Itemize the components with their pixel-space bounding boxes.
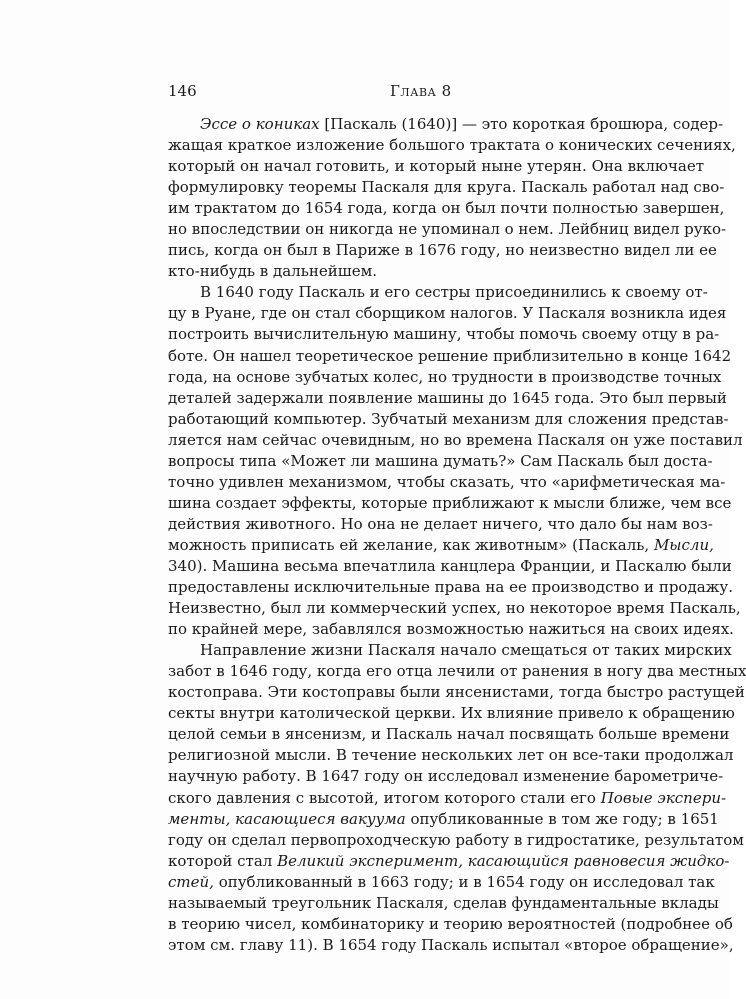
text-line [168,872,715,893]
text-run: 340). Машина весьма впечатлила канцлера Франции, и Паскалю были [168,556,732,575]
italic-title: менты, касающиеся вакуума [168,809,406,828]
text-run: им трактатом до 1654 года, когда он был почти полностью завершен, [168,199,725,218]
text-line [168,577,734,598]
italic-title: Мысли, [653,535,714,554]
text-run: секты внутри католической церкви. Их влияние привело к обращению [168,704,735,723]
text-run: научную работу. В 1647 году он исследовал изменение барометриче- [168,767,724,786]
text-run: В 1640 году Паскаль и его сестры присоединились к своему от- [200,283,708,302]
text-run: вопросы типа «Может ли машина думать?» Сам Паскаль был доста- [168,451,713,470]
text-run: который он начал готовить, и который ныне утерян. Она включает [168,157,705,176]
page-header [168,80,564,102]
text-line [168,535,714,556]
text-line [168,598,741,619]
text-line [168,135,736,156]
text-line [168,451,713,472]
text-line [168,788,727,809]
text-line [168,914,733,935]
text-line [168,724,730,745]
text-run: работающий компьютер. Зубчатый механизм для сложения представ- [168,409,729,428]
text-run: кто-нибудь в дальнейшем. [168,262,378,281]
text-line [168,619,734,640]
text-line [168,261,694,282]
text-run: костоправа. Эти костоправы были янсенистами, тогда быстро растущей [168,683,745,702]
text-run: этом см. главу 11). В 1654 году Паскаль испытал «второе обращение», [168,935,734,954]
text-run: действия животного. Но она не делает ничего, что дало бы нам воз- [168,514,713,533]
text-run: называемый треугольник Паскаля, сделав фундаментальные вклады [168,893,719,912]
text-line [168,493,732,514]
text-line [168,830,744,851]
text-run: боте. Он нашел теоретическое решение приблизительно в конце 1642 [168,346,732,365]
text-run: ского давления с высотой, итогом которого стали его [168,788,601,807]
text-run: предоставлены исключительные права на ее производство и продажу. [168,578,734,597]
text-run: по крайней мере, забавлялся возможностью нажиться на своих идеях. [168,620,734,639]
text-run: шина создает эффекты, которые приближают к мысли ближе, чем все [168,493,732,512]
text-run: религиозной мысли. В течение нескольких лет он все-таки продолжал [168,746,734,765]
text-line [168,198,725,219]
text-line [168,809,719,830]
text-line [168,409,729,430]
text-run: опубликованный в 1663 году; и в 1654 году он исследовал так [213,872,715,891]
text-line [168,935,734,956]
text-line [168,472,726,493]
text-run: Направление жизни Паскаля начало смещаться от таких мирских [200,641,732,660]
text-line [168,346,732,367]
text-line [168,661,746,682]
text-run: но впоследствии он никогда не упоминал о нем. Лейбниц видел руко- [168,220,727,239]
text-line [168,114,724,135]
text-line [168,766,724,787]
text-run: [Паскаль (1640)] — это короткая брошюра, содер- [319,115,724,133]
text-run: которой стал [168,851,278,870]
text-line [168,367,722,388]
text-line [168,177,725,198]
text-run: забот в 1646 году, когда его отца лечили от ранения в ногу два местных [168,662,746,681]
text-run: году он сделал первопроходческую работу в гидростатике, результатом [168,830,744,849]
body-text [168,114,746,956]
text-run: можность приписать ей желание, как животным» (Паскаль, [168,535,654,554]
text-line [168,556,732,577]
text-run: формулировку теоремы Паскаля для круга. Паскаль работал над сво- [168,178,725,197]
text-run: цу в Руане, где он стал сборщиком налогов. У Паскаля возникла идея [168,304,727,323]
text-line [168,430,743,451]
text-line [168,219,727,240]
text-line [168,282,708,303]
text-line [168,745,734,766]
text-line [168,240,717,261]
text-line [168,640,732,661]
text-run: построить вычислительную машину, чтобы помочь своему отцу в ра- [168,325,720,344]
italic-title: Эссе о кониках [200,115,320,133]
text-run: Неизвестно, был ли коммерческий успех, но некоторое время Паскаль, [168,599,741,618]
italic-title: Великий эксперимент, касающийся равновесия жидко- [277,851,730,870]
text-line [168,388,727,409]
chapter-title: Глава 8 [390,82,452,100]
text-line [168,851,730,872]
text-run: целой семьи в янсенизм, и Паскаль начал посвящать больше времени [168,725,730,744]
text-line [168,324,720,345]
text-run: деталей задержали появление машины до 1645 года. Это был первый [168,388,727,407]
text-line [168,682,745,703]
text-run: в теорию чисел, комбинаторику и теорию вероятностей (подробнее об [168,914,733,933]
text-run: пись, когда он был в Париже в 1676 году, но неизвестно видел ли ее [168,241,717,260]
text-line [168,156,705,177]
text-line [168,893,719,914]
text-run: точно удивлен механизмом, чтобы сказать, что «арифметическая ма- [168,472,726,491]
italic-title: стей, [168,872,214,891]
text-line [168,514,713,535]
italic-title: Повые экспери- [600,788,727,807]
text-line [168,703,735,724]
page-number: 146 [168,82,197,100]
text-line [168,303,727,324]
text-run: ляется нам сейчас очевидным, но во времена Паскаля он уже поставил [168,430,743,449]
text-run: опубликованные в том же году; в 1651 [405,809,719,828]
text-run: года, на основе зубчатых колес, но трудности в производстве точных [168,367,722,386]
text-run: жащая краткое изложение большого трактата о конических сечениях, [168,136,736,155]
